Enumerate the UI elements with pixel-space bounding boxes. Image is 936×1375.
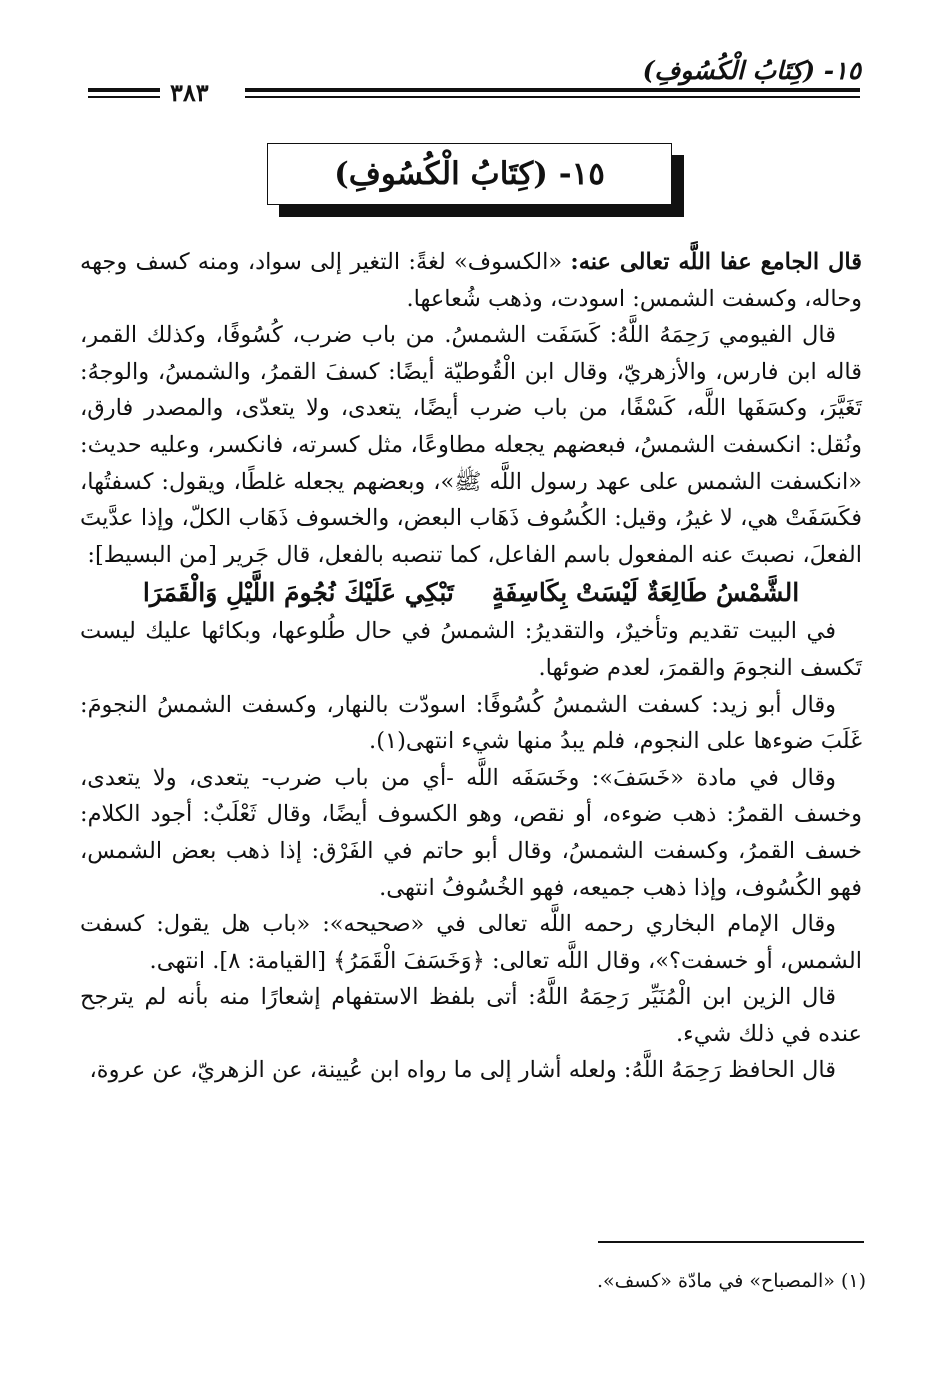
paragraph: قال الحافظ رَحِمَهُ اللَّهُ: ولعله أشار إلى ما رواه ابن عُيينة، عن الزهريّ، عن عروة، — [89, 1057, 836, 1084]
paragraph: قال الفيومي رَحِمَهُ اللَّهُ: كَسَفَت الشمسُ. من باب ضرب، كُسُوفًا، وكذلك القمر، قاله ابن فارس، والأزهريّ، وقال ابن الْقُوطيّة أيضًا: كسفَ القمرُ، والشمسُ، والوجهُ: تَغَيَّرَ، وكسَفَها اللَّه، كَسْفًا، من باب ضرب أيضًا، يتعدى، ولا يتعدّى، والمصدر فارق، ونُقل: انكسفت الشمسُ، فبعضهم يجعله مطاوعًا، مثل كسرته، فانكسر، وعليه حديث: «انكسفت الشمس على عهد رسول اللَّه ﷺ»، وبعضهم يجعله غلطًا، ويقول: كسفتُها، فكَسَفَتْ هي، لا غيرُ، وقيل: الكُسُوف ذَهَاب البعض، والخسوف ذَهَاب الكلّ، وإذا عدَّيتَ الفعلَ، نصبتَ عنه المفعول باسم الفاعل، كما تنصبه بالفعل، قال جَرير [من البسيط]: — [80, 322, 862, 568]
chapter-title: ١٥- (كِتَابُ الْكُسُوفِ) — [334, 156, 605, 192]
verse-second-hemistich: تَبْكِي عَلَيْكَ نُجُومَ اللَّيْلِ وَالْقَمَرَا — [142, 578, 454, 608]
poetry-verse — [80, 573, 862, 613]
header-rule — [245, 96, 860, 98]
paragraph: في البيت تقديم وتأخيرٌ، والتقديرُ: الشمسُ في حال طُلوعها، وبكائها عليك ليست تَكسف النجومَ والقمرَ، لعدم ضوئها. — [80, 618, 862, 681]
paragraph: وقال في مادة «خَسَفَ»: وخَسَفَه اللَّه -أي من باب ضرب- يتعدى، ولا يتعدى، وخسف القمرُ: ذهب ضوءه، أو نقص، وهو الكسوف أيضًا، وقال ثَعْلَبٌ: أجود الكلام: خسف القمرُ، وكسفت الشمسُ، وقال أبو حاتم في الفَرْق: إذا ذهب بعض الشمس، فهو الكُسُوف، وإذا ذهب جميعه، فهو الخُسُوفُ انتهى. — [80, 764, 862, 901]
paragraph: وقال الإمام البخاري رحمه اللَّه تعالى في «صحيحه»: «باب هل يقول: كسفت الشمس، أو خسفت؟»، وقال اللَّه تعالى: ﴿وَخَسَفَ الْقَمَرُ﴾ [القيامة: ٨]. انتهى. — [80, 911, 862, 974]
header-rule — [245, 88, 860, 92]
main-text — [80, 244, 862, 1089]
footnote: (١) «المصباح» في مادّة «كسف». — [596, 1270, 866, 1292]
verse-first-hemistich: الشَّمْسُ طَالِعَةٌ لَيْسَتْ بِكَاسِفَةٍ — [491, 578, 800, 608]
header-rule — [88, 96, 160, 98]
header-rule — [88, 88, 160, 92]
paragraph: وقال أبو زيد: كسفت الشمسُ كُسُوفًا: اسودّت بالنهار، وكسفت الشمسُ النجومَ: غَلَبَ ضوءها على النجوم، فلم يبدُ منها شيء انتهى(١). — [80, 691, 862, 755]
chapter-title-box — [267, 143, 672, 205]
paragraph-text: «الكسوف» لغةً: التغير إلى سواد، ومنه كسف وجهه وحاله، وكسفت الشمس: اسودت، وذهب شُعاعها. — [80, 249, 862, 312]
running-title: ١٥- (كِتَابُ الْكُسُوفِ) — [642, 56, 861, 85]
page-number: ٣٨٣ — [170, 78, 209, 107]
paragraph-lead: قال الجامع عفا اللَّه تعالى عنه: — [570, 249, 863, 275]
paragraph: قال الزين ابن الْمُنَيِّر رَحِمَهُ اللَّهُ: أتى بلفظ الاستفهام إشعارًا منه بأنه لم يترجح عنده في ذلك شيء. — [80, 984, 862, 1047]
footnote-rule — [598, 1241, 864, 1243]
paragraph — [80, 244, 862, 317]
